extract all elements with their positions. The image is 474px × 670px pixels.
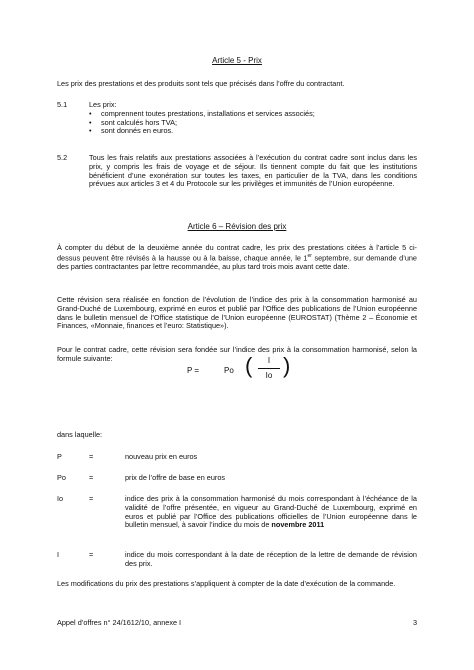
bullet-icon: • xyxy=(89,108,92,118)
article-6-closing: Les modifications du prix des prestations s’appliquent à compter de la date d’exécution de la commande. xyxy=(57,579,396,588)
definition-text: indice du mois correspondant à la date de réception de la lettre de demande de révision des prix. xyxy=(125,550,417,568)
bullet-icon: • xyxy=(89,117,92,127)
bullet-icon: • xyxy=(89,126,92,136)
article-6-title: Article 6 – Révision des prix xyxy=(187,222,287,231)
definition-text-body: indice des prix à la consommation harmonisé du mois correspondant à l’échéance de la validité de l’offre présentée, en vigueur au Grand-Duché de Luxembourg, exprimé en euros et publié par l’Office des publications officielles de l’Union européenne dans le bulletin mensuel, à savoir l’indice du mois de xyxy=(125,494,417,530)
section-5-1-lead: Les prix: xyxy=(89,100,117,109)
formula-lhs: P = xyxy=(187,366,200,375)
section-5-2-text: Tous les frais relatifs aux prestations associées à l’exécution du contrat cadre sont inclus dans les prix, y compris les frais de voyage et de séjour. Ils tiennent compte du fait que les institutions bénéficient d’une exonération sur toutes les taxes, en particulier de la TVA, dans les conditions prévues aux articles 3 et 4 du Protocole sur les privilèges et immunités de l’Union européenne. xyxy=(89,153,417,189)
definition-text: prix de l’offre de base en euros xyxy=(125,473,226,482)
definition-equals: = xyxy=(89,473,94,482)
definition-symbol: P xyxy=(57,452,62,461)
price-bullet-item xyxy=(89,127,417,136)
formula-po: Po xyxy=(224,366,234,375)
definition-month-bold: novembre 2011 xyxy=(271,520,325,530)
definition-symbol: Po xyxy=(57,473,66,482)
definition-symbol: I xyxy=(57,550,60,559)
section-5-2-number: 5.2 xyxy=(57,153,68,162)
footer-page-number: 3 xyxy=(412,618,417,627)
definition-equals: = xyxy=(89,550,94,559)
article-5-title: Article 5 - Prix xyxy=(212,56,262,65)
price-bullet-text: sont donnés en euros. xyxy=(101,126,174,136)
paragraph-1-part-a: À compter du début de la deuxième année du contrat cadre, les prix des prestations citées à l’article 5 ci-dessus peuvent être révisés à la hausse ou à la baisse, chaque année, le 1 xyxy=(57,243,417,263)
price-bullet-text: comprennent toutes prestations, installations et services associés; xyxy=(101,108,315,118)
price-bullet-text: sont calculés hors TVA; xyxy=(101,117,177,127)
dans-laquelle-label: dans laquelle: xyxy=(57,430,103,439)
article-6-paragraph-1 xyxy=(57,244,417,272)
article-6-paragraph-3: Pour le contrat cadre, cette révision sera fondée sur l’indice des prix à la consommation harmonisé, selon la formule suivante: xyxy=(57,345,417,363)
article-5-intro: Les prix des prestations et des produits sont tels que précisés dans l’offre du contractant. xyxy=(57,79,345,88)
definition-text xyxy=(125,495,417,530)
footer-reference: Appel d’offres n° 24/1612/10, annexe I xyxy=(57,618,182,627)
right-parenthesis-icon: ) xyxy=(283,353,291,378)
fraction-bar xyxy=(258,368,280,369)
definition-equals: = xyxy=(89,452,94,461)
left-parenthesis-icon: ( xyxy=(245,353,253,378)
paragraph-1-part-b: septembre, sur demande d’une des parties contractantes par lettre recommandée, au plus tard trois mois avant cette date. xyxy=(57,253,417,271)
definition-text: nouveau prix en euros xyxy=(125,452,198,461)
superscript-er: er xyxy=(307,252,312,259)
formula-denominator: Io xyxy=(265,371,273,380)
definition-equals: = xyxy=(89,494,94,503)
definition-symbol: Io xyxy=(57,494,64,503)
section-5-1-body xyxy=(89,101,417,136)
formula-numerator: I xyxy=(267,356,271,365)
section-5-1-number: 5.1 xyxy=(57,100,68,109)
article-6-paragraph-2: Cette révision sera réalisée en fonction de l’évolution de l’indice des prix à la consommation harmonisé au Grand-Duché de Luxembourg, exprimé en euros et publié par l’Office des publications de l’Union européenne dans le bulletin mensuel de l’Office statistique de l’Union européenne (EUROSTAT) (Thème 2 – Économie et Finances, «Monnaie, finances et l’euro: Statistique»). xyxy=(57,295,417,331)
